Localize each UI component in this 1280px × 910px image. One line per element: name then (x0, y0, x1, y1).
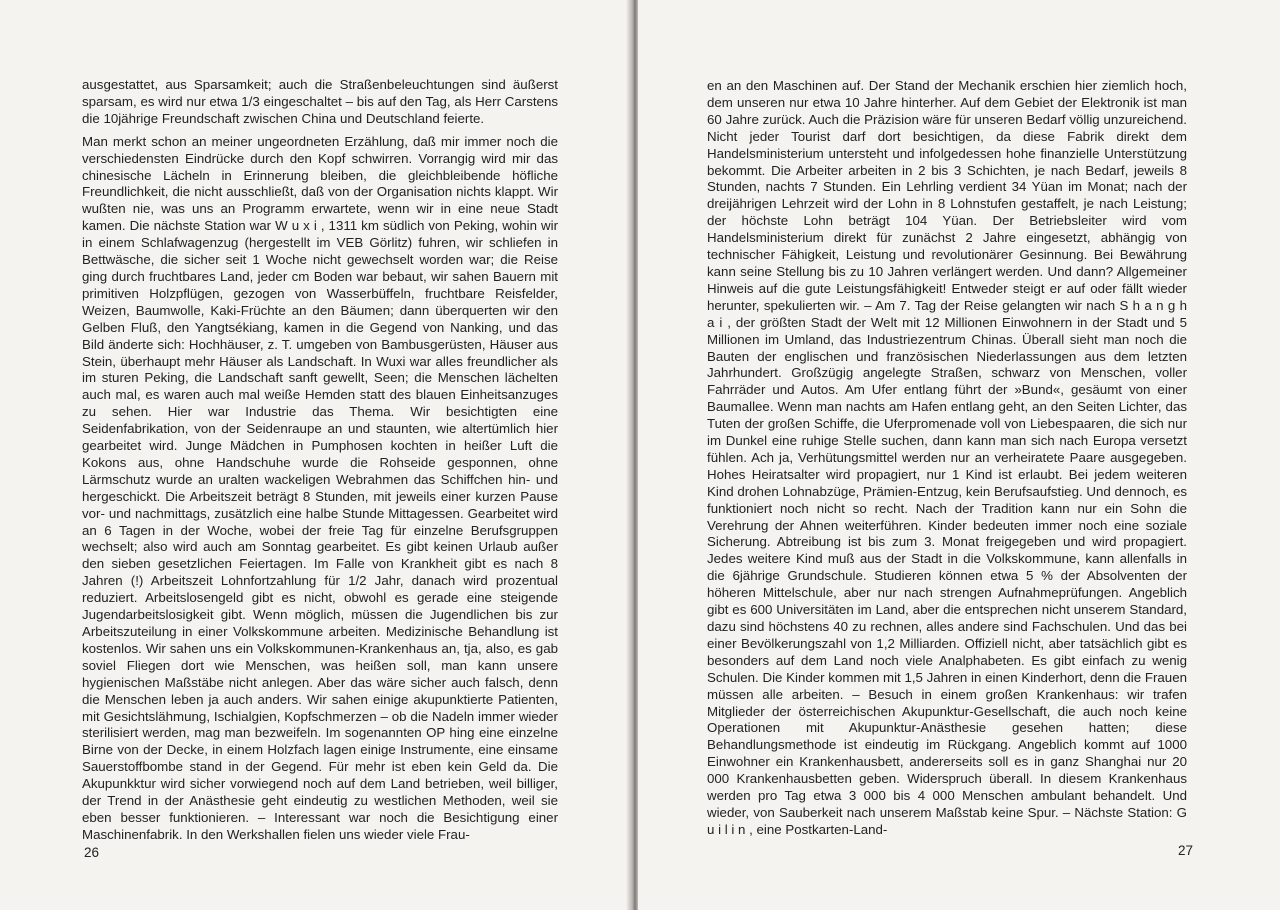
page-number: 27 (1178, 843, 1194, 858)
right-page-text (707, 78, 1187, 839)
right-page (638, 0, 1280, 910)
paragraph: ausgestattet, aus Sparsamkeit; auch die Straßenbeleuchtungen sind äußerst sparsam, es wird nur etwa 1/3 eingeschaltet – bis auf den Tag, als Herr Carstens die 10jährige Freundschaft zwischen China und Deutschland feierte. (82, 77, 558, 126)
left-page (0, 0, 632, 910)
page-number: 26 (84, 845, 100, 860)
paragraph: en an den Maschinen auf. Der Stand der Mechanik erschien hier ziemlich hoch, dem unseren nur etwa 10 Jahre hinterher. Auf dem Gebiet der Elektronik ist man 60 Jahre zurück. Auch die Präzision wäre für unseren Bedarf völlig unzureichend. Nicht jeder Tourist darf dort besichtigen, da diese Fabrik direkt dem Handelsministerium untersteht und infolgedessen hohe finanzielle Unterstützung bekommt. Die Arbeiter arbeiten in 2 bis 3 Schichten, je nach Bedarf, jeweils 8 Stunden, nachts 7 Stunden. Ein Lehrling verdient 34 Yüan im Monat; nach der dreijährigen Lehrzeit wird der Lohn in 8 Lohnstufen gestaffelt, je nach Leistung; der höchste Lohn beträgt 104 Yüan. Der Betriebsleiter wird vom Handelsministerium direkt für zunächst 2 Jahre eingesetzt, abhängig von technischer Fähigkeit, Leistung und revolutionärer Gesinnung. Bei Bewährung kann seine Stellung bis zu 10 Jahren verlängert werden. Und dann? Allgemeiner Hinweis auf die gute Leistungsfähigkeit! Entweder steigt er auf oder fällt wieder herunter, spekulierten wir. – Am 7. Tag der Reise gelangten wir nach S h a n g h a i , der größten Stadt der Welt mit 12 Millionen Einwohnern in der Stadt und 5 Millionen im Umland, das Industriezentrum Chinas. Überall sieht man noch die Bauten der englischen und französischen Niederlassungen aus dem letzten Jahrhundert. Großzügig angelegte Straßen, schwarz von Menschen, voller Fahrräder und Autos. Am Ufer entlang führt der »Bund«, gesäumt von einer Baumallee. Wenn man nachts am Hafen entlang geht, an den Seiten Lichter, das Tuten der großen Schiffe, die Uferpromenade voll von Liebespaaren, die sich nur im Dunkel eine ruhige Stelle suchen, dann kann man sich nach Europa versetzt fühlen. Ach ja, Verhütungsmittel werden nur an verheiratete Paare ausgegeben. Hohes Heiratsalter wird propagiert, nur 1 Kind ist erlaubt. Bei jedem weiteren Kind drohen Lohnabzüge, Prämien-Entzug, kein Berufsaufstieg. Und dennoch, es funktioniert noch nicht so recht. Nach der Tradition kann nur ein Sohn die Verehrung der Ahnen weiterführen. Kinder bedeuten immer noch eine soziale Sicherung. Abtreibung ist bis zum 3. Monat freigegeben und wird propagiert. Jedes weitere Kind muß aus der Stadt in die Volkskommune, kann allenfalls in die 6jährige Grundschule. Studieren können etwa 5 % der Absolventen der höheren Mittelschule, aber nur nach strengen Aufnahmeprüfungen. Angeblich gibt es 600 Universitäten im Land, aber die entsprechen nicht unserem Standard, dazu sind höchstens 40 zu rechnen, alles andere sind Fachschulen. Und das bei einer Bevölkerungszahl von 1,2 Milliarden. Offiziell nicht, aber tatsächlich gibt es besonders auf dem Land noch viele Analphabeten. Es gibt einfach zu wenig Schulen. Die Kinder kommen mit 1,5 Jahren in einen Kinderhort, denn die Frauen müssen alle arbeiten. – Besuch in einem großen Krankenhaus: wir trafen Mitglieder der österreichischen Akupunktur-Gesellschaft, die auch noch keine Operationen mit Akupunktur-Anästhesie gesehen hatten; diese Behandlungsmethode ist eindeutig im Rückgang. Angeblich kommt auf 1000 Einwohner ein Krankenhausbett, andererseits soll es in ganz Shanghai nur 20 000 Krankenhausbetten geben. Widerspruch überall. In diesem Krankenhaus werden pro Tag etwa 3 000 bis 4 000 Menschen ambulant behandelt. Und wieder, von Sauberkeit nach unserem Maßstab keine Spur. – Nächste Station: G u i l i n , eine Postkarten-Land- (707, 78, 1187, 837)
paragraph: Man merkt schon an meiner ungeordneten Erzählung, daß mir immer noch die verschiedensten Eindrücke durch den Kopf schwirren. Vorrangig wird mir das chinesische Lächeln in Erinnerung bleiben, die gleichbleibende höfliche Freundlichkeit, die nicht ausschließt, daß von der Organisation nichts klappt. Wir wußten nie, was uns an Programm erwartete, wenn wir in eine neue Stadt kamen. Die nächste Station war W u x i , 1311 km südlich von Peking, wohin wir in einem Schlafwagenzug (hergestellt im VEB Görlitz) fuhren, wir schliefen in Bettwäsche, die sicher seit 1 Woche nicht gewechselt worden war; die Reise ging durch fruchtbares Land, jeder cm Boden war bebaut, wir sahen Bauern mit primitiven Holzpflügen, gezogen von Wasserbüffeln, fruchtbare Reisfelder, Weizen, Baumwolle, Kaki-Früchte an den Bäumen; dann überquerten wir den Gelben Fluß, den Yangtsékiang, kamen in die Gegend von Nanking, und das Bild änderte sich: Hochhäuser, z. T. umgeben von Bambusgerüsten, Häuser aus Stein, überhaupt mehr Häuser als Landschaft. In Wuxi war alles freundlicher als im sturen Peking, die Landschaft sanft gewellt, Seen; die Menschen lächelten auch mal, es waren auch mal weiße Hemden statt des blauen Einheitsanzuges zu sehen. Hier war Industrie das Thema. Wir besichtigten eine Seidenfabrikation, von der Seidenraupe an und staunten, wie altertümlich hier gearbeitet wird. Junge Mädchen in Pumphosen kochten in heißer Luft die Kokons aus, ohne Handschuhe wurde die Rohseide gesponnen, ohne Lärmschutz wurde an uralten wackeligen Webrahmen das Schiffchen hin- und hergeschickt. Die Arbeitszeit beträgt 8 Stunden, mit jeweils einer kurzen Pause vor- und nachmittags, zusätzlich eine halbe Stunde Mittagessen. Gearbeitet wird an 6 Tagen in der Woche, wobei der freie Tag für einzelne Berufsgruppen wechselt; also wird auch am Sonntag gearbeitet. Es gibt keinen Urlaub außer den sieben gesetzlichen Feiertagen. Im Falle von Krankheit gibt es nach 8 Jahren (!) Arbeitszeit Lohnfortzahlung für 1/2 Jahr, danach wird prozentual reduziert. Arbeitslosengeld gibt es nicht, obwohl es gerade eine steigende Jugendarbeitslosigkeit gibt. Wenn möglich, müssen die Jugendlichen bis zur Arbeitszuteilung in einer Volkskommune arbeiten. Medizinische Behandlung ist kostenlos. Wir sahen uns ein Volkskommunen-Krankenhaus an, tja, also, es gab soviel Fliegen dort wie Menschen, was heißen soll, man kann unsere hygienischen Maßstäbe nicht anlegen. Aber das wäre sicher auch falsch, denn die Menschen leben ja auch anders. Wir sahen einige akupunktierte Patienten, mit Gesichtslähmung, Ischialgien, Kopfschmerzen – ob die Nadeln immer wieder sterilisiert werden, mag man bezweifeln. Im sogenannten OP hing eine einzelne Birne von der Decke, in einem Holzfach lagen einige Instrumente, eine einsame Sauerstoffbombe stand in der Gegend. Für mehr ist eben kein Geld da. Die Akupunkktur wird sicher vorwiegend noch auf dem Land betrieben, weil billiger, der Trend in der Anästhesie geht eindeutig zu westlichen Methoden, weil sie eben besser funktionieren. – Interessant war noch die Besichtigung einer Maschinenfabrik. In den Werkshallen fielen uns wieder viele Frau- (82, 133, 558, 842)
left-page-text (82, 77, 558, 844)
